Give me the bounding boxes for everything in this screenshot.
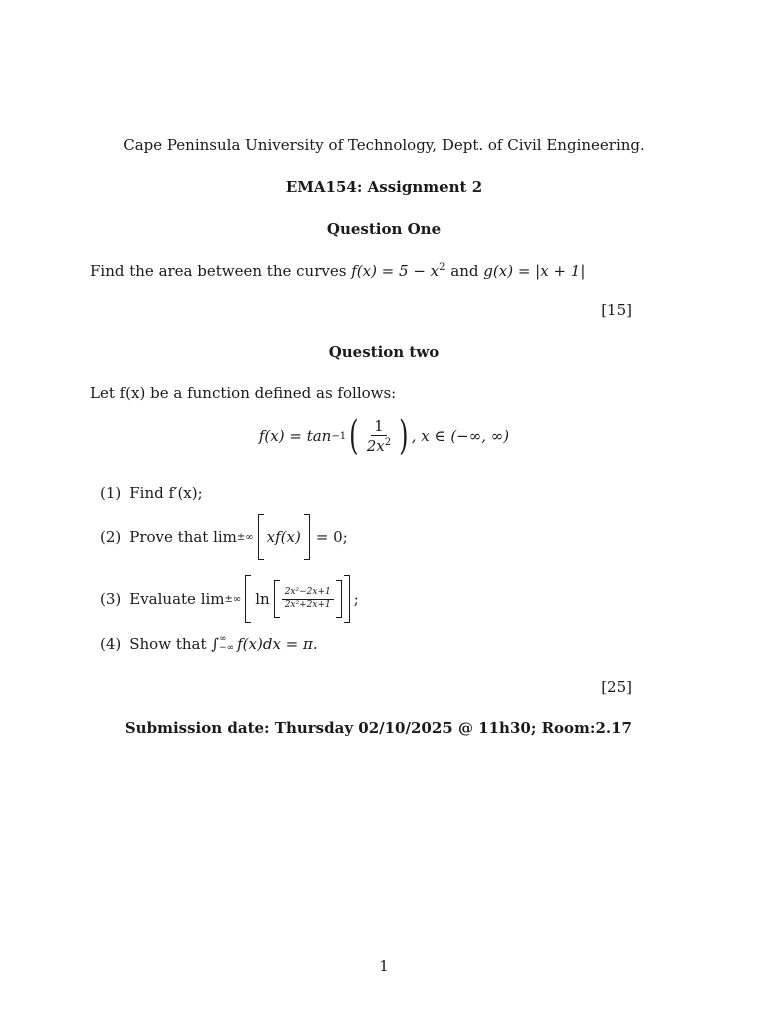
submission-date: Submission date: Thursday 02/10/2025 @ 11h30; Room:2.17	[124, 719, 632, 737]
q2-intro: Let f(x) be a function defined as follows:	[90, 384, 397, 402]
list-item	[100, 484, 203, 502]
q2-marks: [25]	[601, 678, 632, 696]
question-one-heading: Question One	[326, 220, 442, 238]
list-item	[100, 575, 359, 623]
item-text: Find f′(x);	[129, 484, 203, 502]
right-bracket	[336, 580, 342, 618]
integral-upper: ∞	[219, 634, 227, 644]
q1-f-def: f(x) = 5 − x	[351, 262, 440, 280]
q2-frac-num: 1	[371, 418, 387, 437]
item-tail: = 0;	[315, 528, 348, 546]
q1-g-def: g(x) = |x + 1|	[483, 262, 586, 280]
item-number: (4)	[100, 635, 122, 653]
item-text: Show that ∫	[129, 635, 220, 653]
item-number: (3)	[100, 590, 122, 608]
question-one-text	[90, 262, 585, 280]
item-text: Prove that lim	[129, 528, 237, 546]
right-bracket	[344, 575, 350, 623]
institution-line: Cape Peninsula University of Technology, Dept. of Civil Engineering.	[123, 136, 645, 154]
q2-frac-den	[364, 436, 394, 455]
q1-prefix: Find the area between the curves	[90, 262, 347, 280]
outer-bracket-group	[245, 575, 350, 623]
q1-marks: [15]	[601, 301, 632, 319]
q2-definition	[0, 413, 768, 459]
item-text: Evaluate lim	[129, 590, 225, 608]
item-tail: ;	[353, 590, 359, 608]
ln-label: ln	[255, 590, 270, 608]
integral-limits	[219, 635, 234, 653]
ln-frac-den: 2x²+2x+1	[284, 599, 331, 610]
ln-fraction	[282, 588, 334, 611]
left-bracket	[274, 580, 280, 618]
q1-and: and	[450, 262, 479, 280]
question-two-heading: Question two	[328, 343, 440, 361]
ln-frac-num: 2x²−2x+1	[282, 588, 334, 600]
item-limit-sub: ±∞	[236, 531, 254, 543]
item-number: (1)	[100, 484, 122, 502]
q2-frac-den-base: 2x	[366, 437, 385, 455]
q2-fraction	[364, 418, 394, 455]
q2-domain: , x ∈ (−∞, ∞)	[411, 427, 510, 445]
item-number: (2)	[100, 528, 122, 546]
integral-lower: −∞	[219, 643, 235, 653]
square-bracket-group	[258, 514, 310, 560]
q2-def-lhs: f(x) = tan	[258, 427, 332, 445]
q2-frac-den-exp: 2	[384, 437, 392, 448]
inner-bracket-group	[274, 580, 342, 618]
list-item	[100, 514, 348, 560]
item-tail: f(x)dx = π.	[237, 635, 318, 653]
q1-f-exp: 2	[439, 262, 446, 273]
bracket-inner: xf(x)	[266, 528, 301, 546]
left-paren: (	[349, 413, 359, 459]
right-bracket	[304, 514, 310, 560]
course-title: EMA154: Assignment 2	[285, 178, 483, 196]
item-limit-sub: ±∞	[224, 593, 242, 605]
q2-def-inv: −1	[331, 430, 347, 442]
right-paren: )	[399, 413, 409, 459]
list-item	[100, 635, 318, 653]
page-number: 1	[379, 957, 389, 975]
